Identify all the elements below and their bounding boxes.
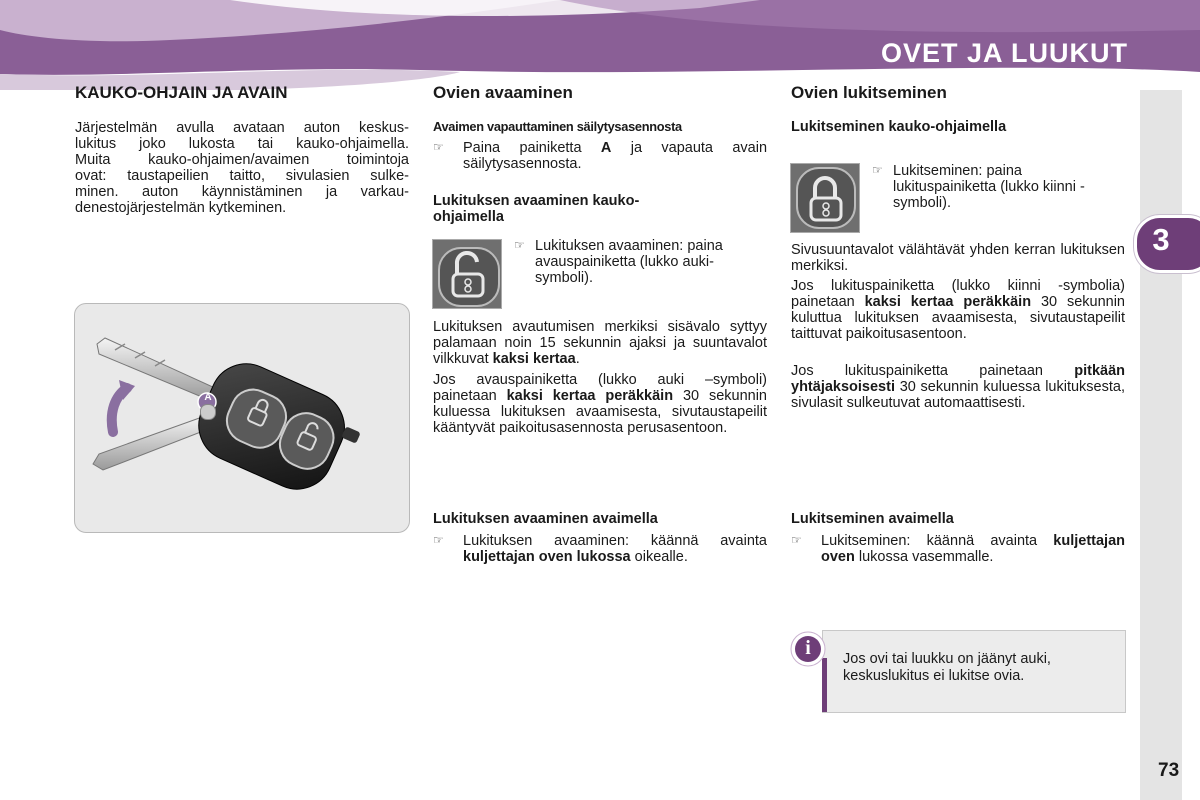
key-drawing — [75, 304, 409, 532]
col3-para3-pre: Jos lukituspainiketta painetaan — [791, 363, 1075, 379]
col1-intro-line: Järjestelmän avulla avataan auton keskus- — [75, 120, 409, 136]
info-text: Jos ovi tai luukku on jäänyt auki, keskuslukitus ei lukitse ovia. — [843, 651, 1051, 684]
col3-sub1: Lukitseminen kauko-ohjaimella — [791, 119, 1007, 135]
col2-para1 — [433, 319, 767, 367]
chapter-number: 3 — [1152, 222, 1170, 257]
col3-para2-post: 30 sekunnin kuluttua lukituksen avaamisesta, sivutaustapeilit taittuvat paikoitusasentoon. — [791, 294, 1125, 342]
col1-intro-line: ovat: taustapeilien taitto, sivulasien sulke- — [75, 168, 409, 184]
col2-bullet3-pre: Lukituksen avaaminen: käännä avainta — [463, 533, 767, 549]
unlock-icon — [433, 240, 501, 308]
col2-para1-bold: kaksi kertaa — [492, 351, 576, 367]
info-icon — [790, 631, 826, 667]
pointing-hand-icon: ☞ — [433, 533, 444, 547]
col1-intro — [75, 120, 409, 216]
col2-bullet1-post: ja vapauta avain säilytysasennosta. — [463, 140, 768, 172]
col2-title: Ovien avaaminen — [433, 83, 573, 102]
pointing-hand-icon: ☞ — [514, 238, 525, 252]
col3-title: Ovien lukitseminen — [791, 83, 947, 102]
col3-bullet2-bold: kuljettajan oven — [821, 533, 1125, 565]
col1-intro-line: minen. auton käynnistäminen ja varkau- — [75, 184, 409, 200]
release-button[interactable] — [200, 404, 216, 420]
side-strip — [1140, 90, 1182, 800]
chapter-title: OVET JA LUUKUT — [880, 38, 1128, 68]
col3-bullet2 — [821, 533, 1125, 565]
col3-para3-bold: pitkään yhtäjaksoisesti — [791, 363, 1125, 395]
col2-para1-post: . — [575, 351, 580, 367]
col2-sub2 — [433, 193, 733, 225]
col3-para3-post: 30 sekunnin kuluessa lukituksesta, sivulasit sulkeutuvat automaattisesti. — [791, 379, 1125, 411]
col3-para2 — [791, 278, 1125, 342]
col2-para1-pre: Lukituksen avautumisen merkiksi sisävalo syttyy palamaan noin 15 sekunnin ajaksi ja suuntavalot vilkkuvat — [433, 319, 767, 367]
col2-para2-bold: kaksi kertaa peräkkäin — [506, 388, 674, 404]
pointing-hand-icon: ☞ — [872, 163, 883, 177]
col3-para1: Sivusuuntavalot välähtävät yhden kerran lukituksen merkiksi. — [791, 242, 1125, 274]
col3-para3 — [791, 363, 1125, 411]
unlock-button-thumbnail — [432, 239, 502, 309]
col1-title: KAUKO-OHJAIN JA AVAIN — [75, 83, 288, 102]
col3-bullet2-pre: Lukitseminen: käännä avainta — [821, 533, 1054, 549]
lock-icon — [791, 164, 859, 232]
col2-bullet1 — [463, 140, 767, 172]
col2-sub2-line2: ohjaimella — [433, 209, 504, 225]
col2-bullet2: Lukituksen avaaminen: paina avauspainiketta (lukko auki-symboli). — [535, 238, 723, 286]
col2-bullet1-bold: A — [600, 140, 612, 156]
pointing-hand-icon: ☞ — [791, 533, 802, 547]
col2-para2-pre: Jos avauspainiketta (lukko auki –symboli) painetaan — [433, 372, 767, 404]
col2-para2 — [433, 372, 767, 436]
lock-button-thumbnail — [790, 163, 860, 233]
col3-bullet2-post: lukossa vasemmalle. — [854, 549, 994, 565]
col1-intro-line: denestojärjestelmän kytkeminen. — [75, 200, 287, 216]
col3-bullet1: Lukitseminen: paina lukituspainiketta (lukko kiinni - symboli). — [893, 163, 1085, 211]
key-illustration — [74, 303, 410, 533]
col3-sub2: Lukitseminen avaimella — [791, 511, 954, 527]
col2-bullet3 — [463, 533, 767, 565]
page-number: 73 — [1158, 760, 1180, 781]
col3-para2-pre: Jos lukituspainiketta (lukko kiinni -symbolia) painetaan — [791, 278, 1125, 310]
col2-para2-post: 30 sekunnin kuluessa lukituksen avaamisesta, sivutaustapeilit kääntyvät paikoitusasennosta perusasentoon. — [433, 388, 767, 436]
col2-sub2-line1: Lukituksen avaaminen kauko- — [433, 193, 640, 209]
col2-bullet3-post: oikealle. — [630, 549, 688, 565]
col3-para2-bold: kaksi kertaa peräkkäin — [864, 294, 1032, 310]
col1-intro-line: Muita kauko-ohjaimen/avaimen toimintoja — [75, 152, 409, 168]
col2-sub3: Lukituksen avaaminen avaimella — [433, 511, 658, 527]
pointing-hand-icon: ☞ — [433, 140, 444, 154]
col2-sub1: Avaimen vapauttaminen säilytysasennosta — [433, 119, 682, 134]
col2-bullet3-bold: kuljettajan oven lukossa — [463, 549, 631, 565]
col1-intro-line: lukitus joko lukosta tai kauko-ohjaimella. — [75, 136, 409, 152]
col2-bullet1-pre: Paina painiketta — [463, 140, 601, 156]
info-icon-letter: i — [805, 637, 811, 659]
button-a-label: A — [204, 392, 212, 403]
